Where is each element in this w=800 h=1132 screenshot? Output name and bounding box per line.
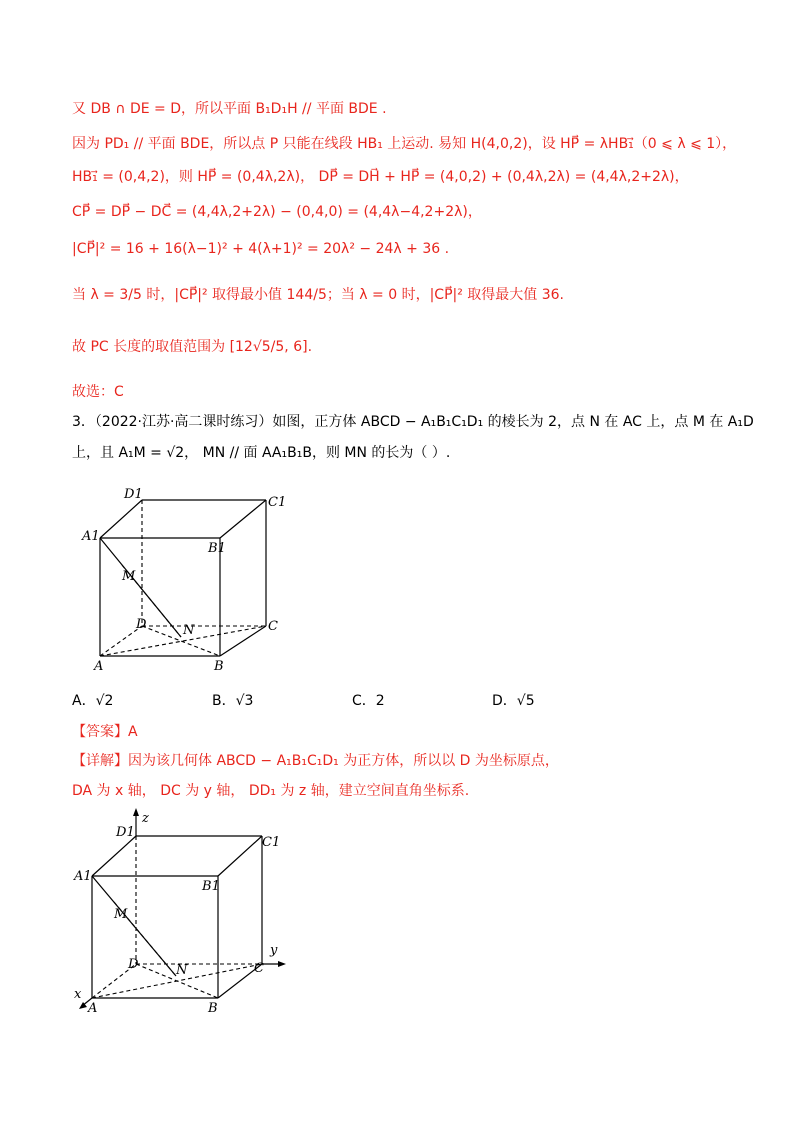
option-b[interactable]: B．√3 — [212, 693, 254, 709]
fig2-label-A1: A1 — [74, 869, 92, 884]
fig2-label-B: B — [208, 1001, 218, 1016]
fig1-label-D1: D1 — [124, 487, 143, 502]
fig2-label-M: M — [114, 907, 128, 922]
fig2-label-z: z — [142, 811, 149, 826]
fig1-label-B: B — [214, 659, 224, 674]
solution-line-4: CP⃗ = DP⃗ − DC⃗ = (4,4λ,2+2λ) − (0,4,0) = (4,4λ−4,2+2λ)， — [72, 204, 482, 220]
fig1-label-B1: B1 — [208, 541, 226, 556]
fig2-label-C: C — [254, 961, 264, 976]
answer-detail-1: 【详解】因为该几何体 ABCD − A₁B₁C₁D₁ 为正方体，所以以 D 为坐标原点， — [72, 753, 559, 769]
solution-line-3: HB₁⃗ = (0,4,2)，则 HP⃗ = (0,4λ,2λ)， DP⃗ = DH⃗ + HP⃗ = (4,0,2) + (0,4λ,2λ) = (4,4λ,2+2λ)， — [72, 169, 689, 185]
fig2-label-D1: D1 — [116, 825, 135, 840]
fig1-label-A: A — [94, 659, 104, 674]
fig2-label-y: y — [270, 943, 278, 958]
question-line-1: 3．（2022·江苏·高二课时练习）如图，正方体 ABCD − A₁B₁C₁D₁ 的棱长为 2，点 N 在 AC 上，点 M 在 A₁D — [72, 414, 754, 430]
solution-line-2: 因为 PD₁ // 平面 BDE，所以点 P 只能在线段 HB₁ 上运动. 易知 H(4,0,2)，设 HP⃗ = λHB₁⃗（0 ⩽ λ ⩽ 1）， — [72, 136, 737, 152]
answer-options — [72, 690, 632, 710]
fig1-label-M: M — [122, 569, 136, 584]
option-a[interactable]: A．√2 — [72, 693, 114, 709]
cube-figure-1 — [80, 478, 300, 678]
fig2-label-A: A — [88, 1001, 98, 1016]
solution-line-5: |CP⃗|² = 16 + 16(λ−1)² + 4(λ+1)² = 20λ² − 24λ + 36 . — [72, 241, 450, 257]
fig2-label-B1: B1 — [202, 879, 220, 894]
fig1-label-C1: C1 — [268, 495, 287, 510]
fig1-label-N: N — [183, 623, 195, 638]
answer-label: 【答案】A — [72, 724, 138, 740]
fig1-label-D: D — [136, 617, 147, 632]
fig2-label-D: D — [128, 957, 139, 972]
option-d[interactable]: D．√5 — [492, 693, 535, 709]
fig2-label-x: x — [74, 987, 82, 1002]
solution-line-7: 故 PC 长度的取值范围为 [12√5/5, 6]. — [72, 339, 313, 355]
solution-line-6: 当 λ = 3/5 时，|CP⃗|² 取得最小值 144/5；当 λ = 0 时，|CP⃗|² 取得最大值 36. — [72, 287, 565, 303]
fig2-label-C1: C1 — [262, 835, 281, 850]
cube-figure-2 — [70, 808, 300, 1023]
question-line-2: 上，且 A₁M = √2， MN // 面 AA₁B₁B，则 MN 的长为（ ）. — [72, 445, 451, 461]
fig1-label-A1: A1 — [82, 529, 100, 544]
option-c[interactable]: C．2 — [352, 693, 385, 709]
fig2-label-N: N — [176, 963, 188, 978]
fig1-label-C: C — [268, 619, 278, 634]
solution-choice: 故选：C — [72, 384, 124, 400]
solution-line-1: 又 DB ∩ DE = D，所以平面 B₁D₁H // 平面 BDE . — [72, 101, 387, 117]
answer-detail-2: DA 为 x 轴， DC 为 y 轴， DD₁ 为 z 轴，建立空间直角坐标系. — [72, 783, 470, 799]
